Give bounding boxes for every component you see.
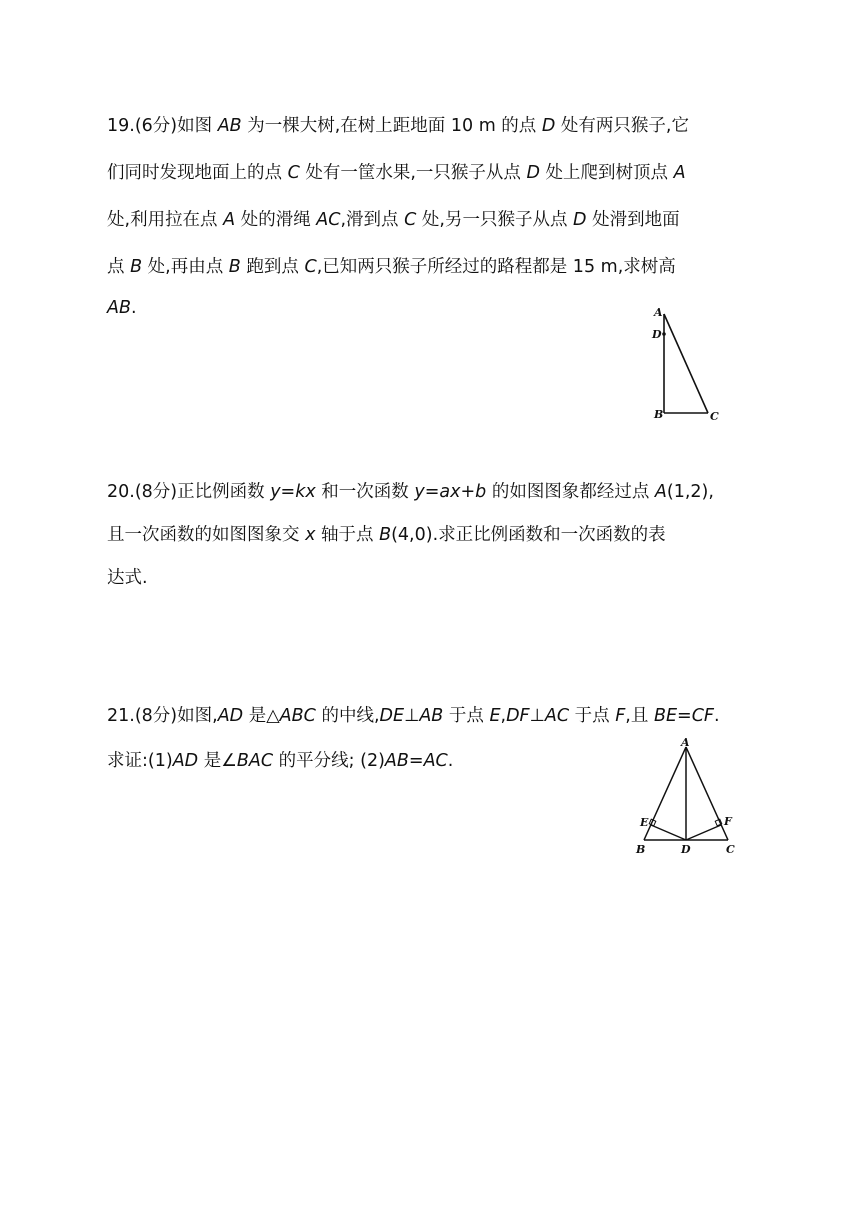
text-segment: 跑到点 — [240, 257, 305, 277]
label-f: F — [724, 815, 732, 828]
math-variable: x — [305, 525, 316, 545]
text-segment: = — [408, 751, 424, 771]
math-variable: D — [573, 210, 587, 230]
math-variable: AD — [172, 751, 199, 771]
math-variable: BAC — [236, 751, 274, 771]
text-segment: 于点 — [443, 706, 490, 726]
math-variable: CF — [691, 706, 714, 726]
math-variable: E — [489, 706, 501, 726]
math-variable: B — [130, 257, 143, 277]
rope-ac-line — [664, 314, 708, 413]
problem-line — [107, 253, 676, 278]
problem-line — [107, 206, 680, 231]
text-segment: 19.(6分)如图 — [107, 116, 218, 136]
text-segment: 的平分线; (2) — [273, 751, 385, 771]
problem-line — [107, 298, 137, 318]
text-segment: ⊥ — [404, 706, 420, 726]
text-segment: ,已知两只猴子所经过的路程都是 15 m,求树高 — [316, 257, 676, 277]
math-variable: AD — [217, 706, 244, 726]
math-variable: D — [526, 163, 540, 183]
label-a: A — [654, 306, 663, 319]
math-variable: A — [654, 482, 667, 502]
math-variable: AB — [217, 116, 242, 136]
problem-line — [107, 478, 714, 503]
math-variable: AC — [544, 706, 570, 726]
text-segment: = — [280, 482, 296, 502]
text-segment: 且一次函数的如图图象交 — [107, 525, 306, 545]
text-segment: ⊥ — [529, 706, 545, 726]
text-segment: ,且 — [625, 706, 654, 726]
text-segment: 处的滑绳 — [235, 210, 317, 230]
text-segment: 于点 — [569, 706, 616, 726]
label-e: E — [640, 816, 649, 829]
math-variable: y — [270, 482, 281, 502]
math-variable: DF — [506, 706, 530, 726]
label-b: B — [654, 408, 664, 421]
side-ab-line — [644, 747, 686, 840]
text-segment: 处有一筐水果,一只猴子从点 — [299, 163, 527, 183]
text-segment: 处有两只猴子,它 — [555, 116, 689, 136]
text-segment: 和一次函数 — [315, 482, 415, 502]
tree-triangle-figure — [648, 306, 728, 426]
text-segment: 求证:(1) — [107, 751, 173, 771]
isosceles-triangle-figure — [628, 734, 746, 858]
text-segment: 的中线, — [315, 706, 380, 726]
text-segment: . — [447, 751, 454, 771]
math-variable: y — [414, 482, 425, 502]
math-variable: DE — [379, 706, 405, 726]
text-segment: 点 — [107, 257, 131, 277]
text-segment: 20.(8分)正比例函数 — [107, 482, 271, 502]
text-segment: 是△ — [243, 706, 280, 726]
problem-line — [107, 564, 148, 589]
math-variable: F — [615, 706, 626, 726]
side-ac-line — [686, 747, 728, 840]
point-d-marker — [662, 332, 666, 336]
text-segment: 们同时发现地面上的点 — [107, 163, 288, 183]
math-variable: C — [404, 210, 417, 230]
math-variable: D — [541, 116, 556, 136]
label-d: D — [681, 843, 691, 856]
label-a: A — [681, 736, 690, 749]
perpendicular-de-line — [651, 825, 686, 840]
label-d: D — [652, 328, 662, 341]
math-variable: B — [379, 525, 392, 545]
math-variable: A — [223, 210, 236, 230]
text-segment: , — [500, 706, 507, 726]
math-variable: BE — [653, 706, 678, 726]
problem-line — [107, 747, 453, 772]
text-segment: (1,2), — [666, 482, 714, 502]
label-c: C — [726, 843, 735, 856]
problem-line — [107, 159, 686, 184]
math-variable: AC — [316, 210, 341, 230]
math-variable: AB — [419, 706, 444, 726]
text-segment: ,滑到点 — [340, 210, 405, 230]
math-variable: C — [287, 163, 300, 183]
math-variable: ax — [439, 482, 461, 502]
text-segment: 轴于点 — [315, 525, 380, 545]
text-segment: 处滑到地面 — [586, 210, 680, 230]
text-segment: 处,另一只猴子从点 — [416, 210, 574, 230]
math-variable: kx — [295, 482, 316, 502]
problem-line — [107, 521, 666, 546]
math-variable: AC — [423, 751, 448, 771]
text-segment: 21.(8分)如图, — [107, 706, 218, 726]
math-variable: C — [304, 257, 317, 277]
label-b: B — [636, 843, 646, 856]
problem-line — [107, 112, 689, 137]
text-segment: . — [130, 298, 137, 318]
math-variable: AB — [384, 751, 409, 771]
text-segment: 为一棵大树,在树上距地面 10 m 的点 — [241, 116, 542, 136]
math-variable: B — [228, 257, 241, 277]
math-variable: AB — [107, 298, 131, 318]
math-variable: b — [475, 482, 487, 502]
label-c: C — [710, 410, 719, 423]
text-segment: . — [713, 706, 720, 726]
text-segment: 处上爬到树顶点 — [539, 163, 674, 183]
math-variable: A — [673, 163, 686, 183]
problem-line — [107, 702, 720, 727]
text-segment: 处,再由点 — [142, 257, 229, 277]
text-segment: 是∠ — [198, 751, 237, 771]
text-segment: (4,0).求正比例函数和一次函数的表 — [391, 525, 666, 545]
text-segment: = — [424, 482, 440, 502]
text-segment: = — [677, 706, 692, 726]
text-segment: 的如图图象都经过点 — [486, 482, 655, 502]
math-variable: ABC — [279, 706, 316, 726]
text-segment: 达式. — [107, 568, 148, 588]
perpendicular-df-line — [686, 825, 721, 840]
text-segment: + — [460, 482, 476, 502]
text-segment: 处,利用拉在点 — [107, 210, 224, 230]
